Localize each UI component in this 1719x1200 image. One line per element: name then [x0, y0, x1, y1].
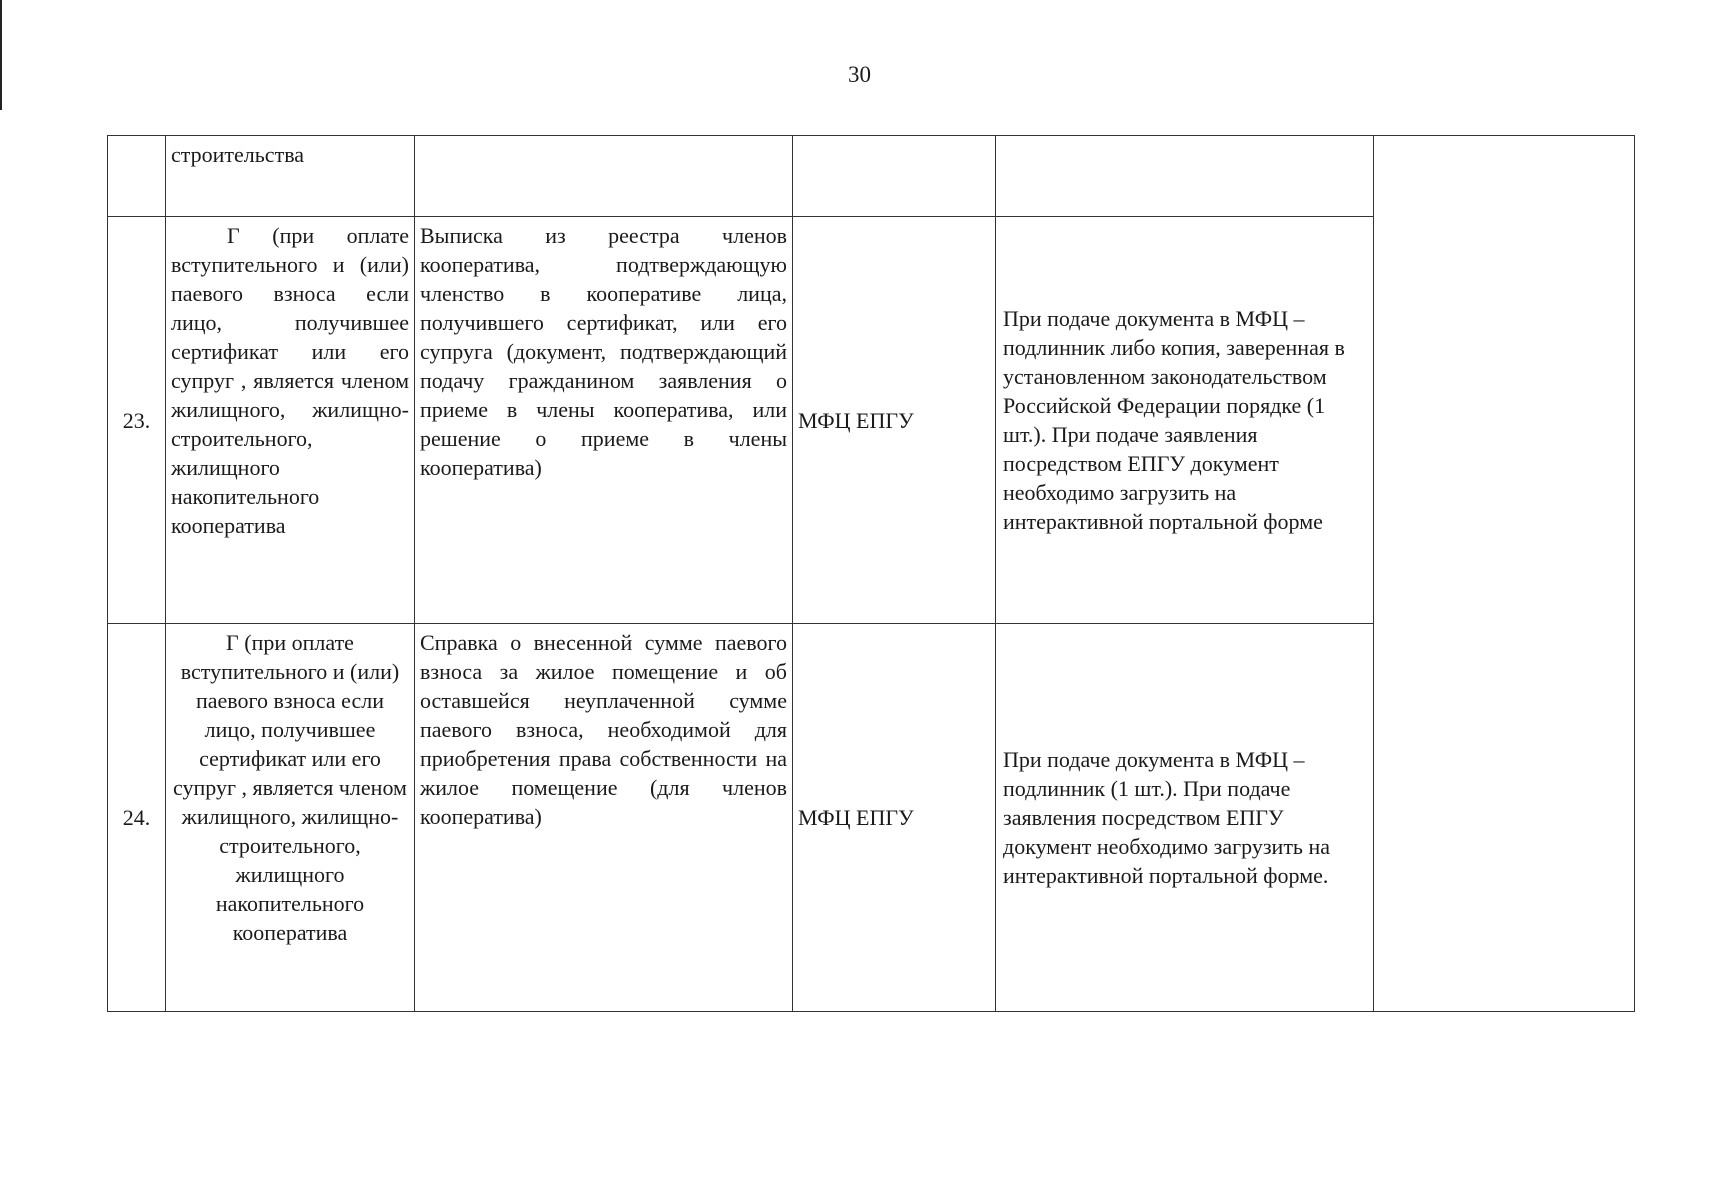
- table-row-continuation: [108, 136, 1635, 217]
- row-number-cell: 24.: [108, 624, 166, 1012]
- document-cell: [415, 136, 793, 217]
- scan-edge-mark: [0, 0, 2, 110]
- row-number-cell: 23.: [108, 217, 166, 624]
- submission-cell: МФЦ ЕПГУ: [793, 624, 996, 1012]
- documents-table: [107, 135, 1635, 1012]
- submission-cell: [793, 136, 996, 217]
- page-number: 30: [848, 62, 871, 87]
- document-cell: Выписка из реестра членов кооператива, подтверждающую членство в кооперативе лица, получившего сертификат, или его супруга (документ, подтверждающий подачу гражданином заявления о приеме в члены кооператива, или решение о приеме в члены кооператива): [415, 217, 793, 624]
- row-number-cell: [108, 136, 166, 217]
- submission-cell: МФЦ ЕПГУ: [793, 217, 996, 624]
- category-cell: Г (при оплате вступительного и (или) паевого взноса если лицо, получившее сертификат или его супруг , является членом жилищного, жилищно-строительного, жилищного накопительного кооператива: [166, 217, 415, 624]
- empty-last-column: [1374, 136, 1635, 1012]
- note-cell: [996, 136, 1374, 217]
- category-cell: строительства: [166, 136, 415, 217]
- note-cell: При подаче документа в МФЦ – подлинник (1 шт.). При подаче заявления посредством ЕПГУ документ необходимо загрузить на интерактивной портальной форме.: [996, 624, 1374, 1012]
- document-cell: Справка о внесенной сумме паевого взноса за жилое помещение и об оставшейся неуплаченной сумме паевого взноса, необходимой для приобретения права собственности на жилое помещение (для членов кооператива): [415, 624, 793, 1012]
- category-cell: Г (при оплате вступительного и (или) паевого взноса если лицо, получившее сертификат или его супруг , является членом жилищного, жилищно-строительного, жилищного накопительного кооператива: [166, 624, 415, 1012]
- note-cell: При подаче документа в МФЦ – подлинник либо копия, заверенная в установленном законодательством Российской Федерации порядке (1 шт.). При подаче заявления посредством ЕПГУ документ необходимо загрузить на интерактивной портальной форме: [996, 217, 1374, 624]
